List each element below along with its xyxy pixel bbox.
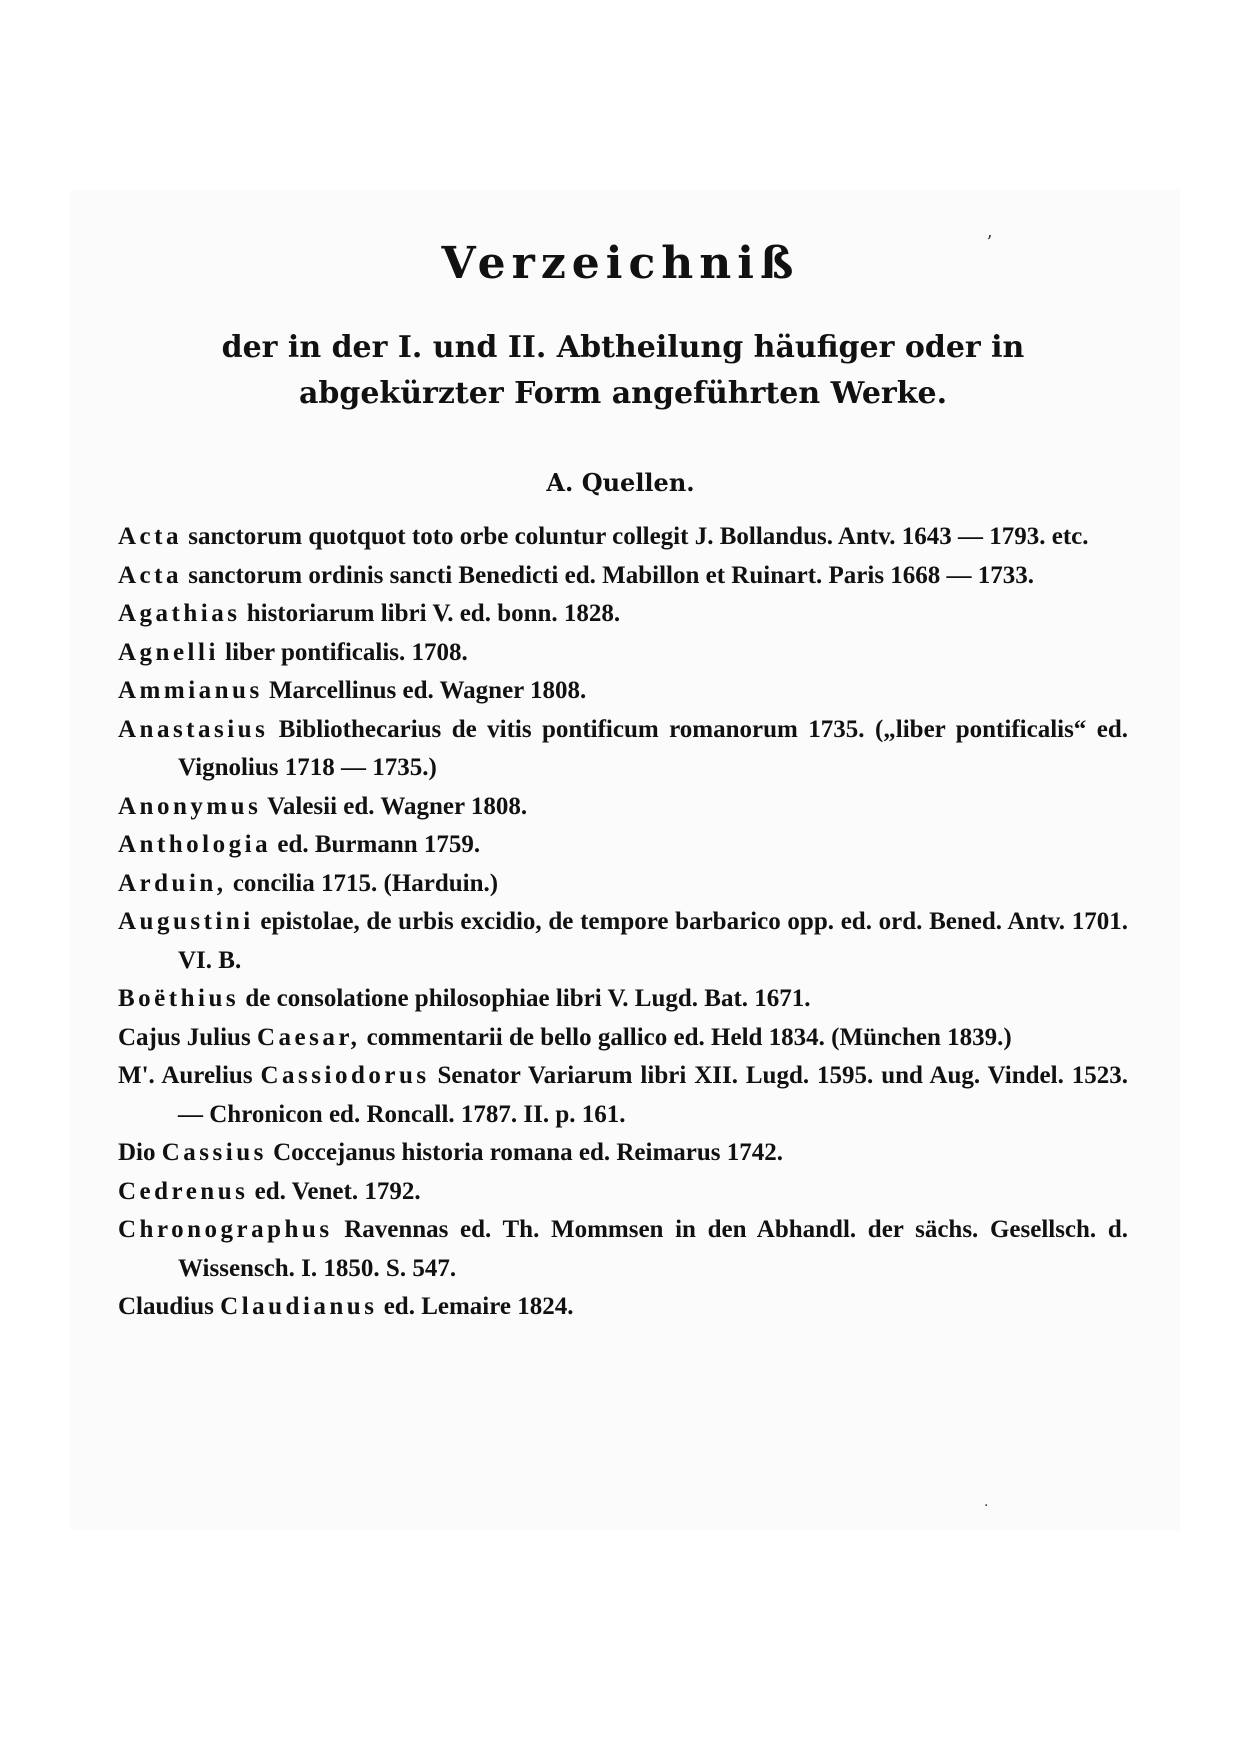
entry-headword: Anastasius (118, 715, 269, 743)
list-item (118, 903, 1128, 980)
list-item (118, 672, 1128, 711)
page-title: Verzeichniß (441, 238, 800, 289)
stray-mark: ʼ (986, 232, 992, 253)
list-item (118, 980, 1128, 1019)
entry-headword: Anonymus (118, 792, 262, 820)
list-item (118, 1019, 1128, 1058)
entry-text: Ravennas ed. Th. Mommsen in den Abhandl. der sächs. Gesellsch. d. Wissensch. I. 1850. S. 547. (178, 1216, 1128, 1282)
entry-headword: Augustini (118, 908, 254, 935)
entry-headword: Chronographus (118, 1216, 333, 1243)
entry-headword: Ammianus (118, 677, 263, 704)
section-heading: A. Quellen. (546, 468, 695, 497)
list-item (118, 557, 1128, 596)
list-item (118, 1134, 1128, 1173)
list-item (118, 1211, 1128, 1288)
entry-text: ed. Burmann 1759. (271, 831, 481, 858)
entry-text: ed. Lemaire 1824. (377, 1293, 574, 1320)
entry-headword: Boëthius (118, 985, 240, 1012)
entry-prefix: Dio (118, 1139, 162, 1166)
entry-text: Marcellinus ed. Wagner 1808. (262, 677, 587, 704)
entry-headword: Arduin, (118, 869, 227, 897)
page-subtitle: der in der I. und II. Abtheilung häufiger oder in abgekürzter Form angeführten Werke. (221, 330, 1025, 411)
list-item (118, 1288, 1128, 1327)
entry-text: sanctorum ordinis sancti Benedicti ed. Mabillon et Ruinart. Paris 1668 — 1733. (181, 561, 1035, 589)
entry-headword: Claudianus (220, 1293, 378, 1320)
entry-text: Bibliothecarius de vitis pontificum romanorum 1735. („liber pontificalis“ ed. Vignolius 1718 — 1735.) (178, 715, 1128, 781)
entry-text: epistolae, de urbis excidio, de tempore barbarico opp. ed. ord. Bened. Antv. 1701. VI. B. (178, 908, 1128, 974)
list-item (118, 1057, 1128, 1134)
list-item (118, 1173, 1128, 1212)
list-item (118, 865, 1128, 904)
entry-text: ed. Venet. 1792. (248, 1177, 421, 1205)
entry-headword: Anthologia (118, 831, 272, 858)
entry-headword: Agnelli (118, 638, 219, 666)
list-item (118, 826, 1128, 865)
entry-text: Valesii ed. Wagner 1808. (261, 792, 528, 820)
entry-prefix: Cajus Julius (118, 1023, 257, 1051)
entry-text: Senator Variarum libri XII. Lugd. 1595. und Aug. Vindel. 1523. — Chronicon ed. Roncall. 1787. II. p. 161. (178, 1062, 1129, 1128)
list-item (118, 634, 1128, 673)
entry-text: historiarum libri V. ed. bonn. 1828. (240, 600, 621, 627)
entry-headword: Cassiodorus (260, 1062, 430, 1089)
entry-text: sanctorum quotquot toto orbe coluntur collegit J. Bollandus. Antv. 1643 — 1793. etc. (181, 523, 1089, 550)
entry-headword: Acta (118, 561, 182, 589)
entry-text: liber pontificalis. 1708. (218, 638, 468, 666)
list-item (118, 711, 1128, 788)
entry-headword: Agathias (118, 600, 241, 627)
list-item (118, 595, 1128, 634)
entry-headword: Caesar, (256, 1023, 361, 1051)
entry-headword: Acta (118, 523, 182, 550)
list-item (118, 518, 1128, 557)
entry-prefix: Claudius (118, 1293, 221, 1320)
stray-dot: · (984, 1498, 989, 1514)
entry-headword: Cassius (161, 1139, 267, 1166)
entry-prefix: M'. Aurelius (118, 1062, 261, 1089)
entry-headword: Cedrenus (118, 1177, 249, 1205)
entry-text: commentarii de bello gallico ed. Held 1834. (München 1839.) (360, 1023, 1012, 1051)
entry-text: de consolatione philosophiae libri V. Lugd. Bat. 1671. (239, 985, 811, 1012)
entry-text: Coccejanus historia romana ed. Reimarus 1742. (266, 1139, 784, 1166)
list-item (118, 788, 1128, 827)
entry-list (118, 518, 1128, 1327)
entry-text: concilia 1715. (Harduin.) (226, 869, 499, 897)
